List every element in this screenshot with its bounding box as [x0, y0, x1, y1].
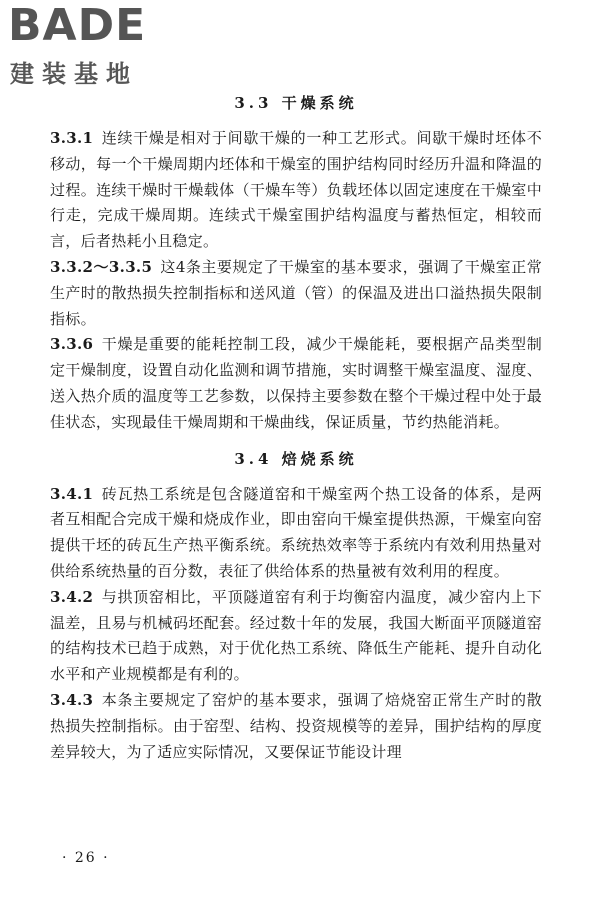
clause-paragraph	[50, 585, 542, 688]
clause-paragraph	[50, 688, 542, 765]
clause-number: 3.4.2	[50, 587, 94, 606]
section-title: 3.4 焙烧系统	[234, 449, 358, 468]
logo-subtitle: 建装基地	[10, 60, 138, 88]
logo-wordmark: BADE	[8, 0, 147, 51]
document-body	[50, 90, 542, 765]
clause-paragraph	[50, 482, 542, 585]
page-number: · 26 ·	[62, 850, 110, 866]
clause-text: 连续干燥是相对于间歇干燥的一种工艺形式。间歇干燥时坯体不移动，每一个干燥周期内坯体和干燥室的围护结构同时经历升温和降温的过程。连续干燥时干燥载体（干燥车等）负载坯体以固定速度在干燥室中行走，完成干燥周期。连续式干燥室围护结构温度与蓄热恒定，相较而言，后者热耗小且稳定。	[50, 129, 542, 251]
brand-logo	[8, 0, 183, 89]
clause-paragraph	[50, 255, 542, 332]
clause-text: 与拱顶窑相比，平顶隧道窑有利于均衡窑内温度，减少窑内上下温差，且易与机械码坯配套。经过数十年的发展，我国大断面平顶隧道窑的结构技术已趋于成熟，对于优化热工系统、降低生产能耗、提升自动化水平和产业规模都是有利的。	[50, 587, 542, 684]
clause-number: 3.3.6	[50, 335, 94, 354]
clause-number: 3.3.1	[50, 129, 94, 147]
clause-number: 3.4.3	[50, 690, 94, 709]
clause-number: 3.4.1	[50, 484, 94, 503]
clause-text: 干燥是重要的能耗控制工段，减少干燥能耗，要根据产品类型制定干燥制度，设置自动化监测和调节措施，实时调整干燥室温度、湿度、送入热介质的温度等工艺参数，以保持主要参数在整个干燥过程中处于最佳状态，实现最佳干燥周期和干燥曲线，保证质量，节约热能消耗。	[50, 335, 542, 431]
clause-paragraph	[50, 332, 542, 435]
section-title: 3.3 干燥系统	[234, 94, 358, 112]
clause-number: 3.3.2～3.3.5	[50, 257, 153, 276]
clause-text: 砖瓦热工系统是包含隧道窑和干燥室两个热工设备的体系，是两者互相配合完成干燥和烧成作业，即由窑向干燥室提供热源，干燥室向窑提供干坯的砖瓦生产热平衡系统。系统热效率等于系统内有效利用热量对供给系统热量的百分数，表征了供给体系的热量被有效利用的程度。	[50, 484, 542, 580]
clause-paragraph	[50, 126, 542, 255]
clause-text: 本条主要规定了窑炉的基本要求，强调了焙烧窑正常生产时的散热损失控制指标。由于窑型、结构、投资规模等的差异，围护结构的厚度差异较大，为了适应实际情况，又要保证节能设计理	[50, 690, 542, 761]
clause-text: 这4条主要规定了干燥室的基本要求，强调了干燥室正常生产时的散热损失控制指标和送风道（管）的保温及进出口溢热损失限制指标。	[50, 257, 543, 328]
